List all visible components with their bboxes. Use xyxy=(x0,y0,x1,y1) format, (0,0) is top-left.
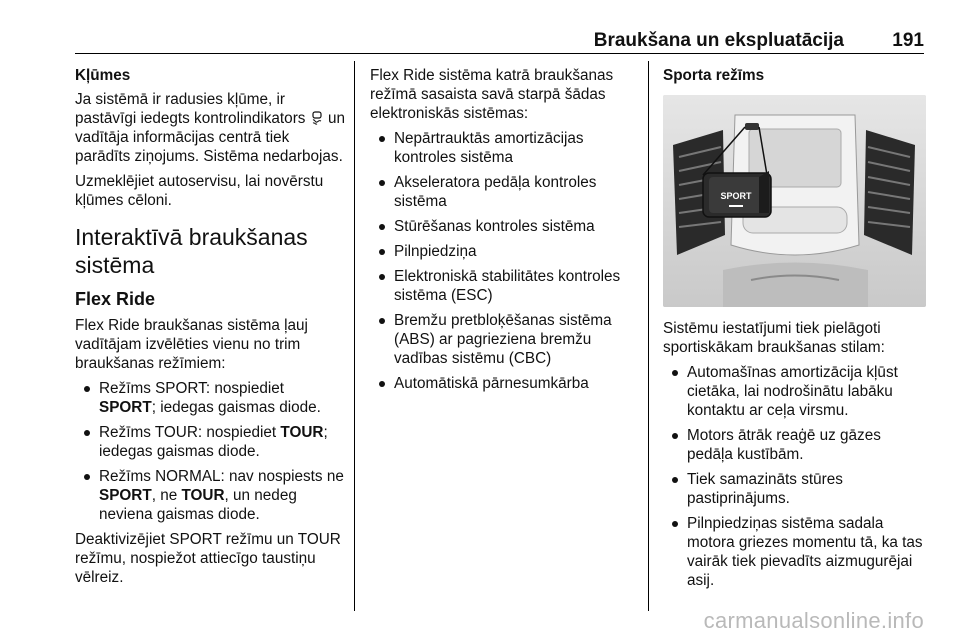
list-item-text: Pilnpiedziņas sistēma sadala motora griezes momentu tā, ka tas vairāk tiek pievadīts aizmugurējai asij. xyxy=(687,515,923,589)
mode-key: SPORT xyxy=(99,399,152,416)
list-item xyxy=(663,363,928,420)
sport-intro-paragraph: Sistēmu iestatījumi tiek pielāgoti sportiskākam braukšanas stilam: xyxy=(663,320,885,356)
flex-intro-paragraph: Flex Ride braukšanas sistēma ļauj vadītājam izvēlēties vienu no trim braukšanas režīmiem: xyxy=(75,317,308,372)
column-middle xyxy=(370,66,638,399)
systems-intro-paragraph: Flex Ride sistēma katrā braukšanas režīmā sasaista savā starpā šādas elektroniskās sistēmas: xyxy=(370,67,614,122)
bullet-icon xyxy=(84,430,90,436)
sport-button-illustration xyxy=(663,95,926,307)
list-item-text: Elektroniskā stabilitātes kontroles sistēma (ESC) xyxy=(394,268,621,304)
bullet-icon xyxy=(379,274,385,280)
list-item xyxy=(75,423,345,461)
bullet-icon xyxy=(379,224,385,230)
faults-text-a: Ja sistēmā ir radusies kļūme, ir pastāvīgi iedegts kontrolindikators xyxy=(75,91,306,127)
column-divider xyxy=(648,61,649,611)
bullet-icon xyxy=(672,521,678,527)
list-item-text: Akseleratora pedāļa kontroles sistēma xyxy=(394,174,597,210)
page-number: 191 xyxy=(892,30,924,51)
mode-text: Režīms TOUR: nospiediet xyxy=(99,424,281,441)
header-title: Braukšana un ekspluatācija xyxy=(593,30,844,51)
header-rule xyxy=(75,53,924,54)
list-item-text: Stūrēšanas kontroles sistēma xyxy=(394,218,595,235)
bullet-icon xyxy=(672,370,678,376)
list-item xyxy=(370,311,638,368)
mode-key: TOUR xyxy=(280,424,324,441)
list-item-text: Nepārtrauktās amortizācijas kontroles sistēma xyxy=(394,130,584,166)
mode-key: TOUR xyxy=(181,487,225,504)
mode-key: SPORT xyxy=(99,487,152,504)
list-item xyxy=(370,217,638,236)
bullet-icon xyxy=(84,474,90,480)
page-header xyxy=(75,30,924,52)
list-item-text: Automātiskā pārnesumkārba xyxy=(394,375,589,392)
list-item xyxy=(663,470,928,508)
bullet-icon xyxy=(379,381,385,387)
column-divider xyxy=(354,61,355,611)
list-item xyxy=(370,374,638,393)
watermark: carmanualsonline.info xyxy=(703,608,924,633)
faults-paragraph xyxy=(75,90,345,166)
column-left xyxy=(75,66,345,593)
systems-list xyxy=(370,129,638,393)
list-item-text: Tiek samazināts stūres pastiprinājums. xyxy=(687,471,843,507)
faults-text-b: un vadītāja informācijas centrā tiek parādīts ziņojums. Sistēma nedarbojas. xyxy=(75,110,345,165)
deactivate-paragraph: Deaktivizējiet SPORT režīmu un TOUR režīmu, nospiežot attiecīgo taustiņu vēlreiz. xyxy=(75,531,341,586)
flex-ride-heading: Flex Ride xyxy=(75,289,156,309)
section-title: Interaktīvā braukšanas sistēma xyxy=(75,224,308,278)
sport-list xyxy=(663,363,928,590)
list-item-text: Automašīnas amortizācija kļūst cietāka, lai nodrošinātu labāku kontaktu ar ceļa virsmu. xyxy=(687,364,898,419)
bullet-icon xyxy=(672,477,678,483)
list-item xyxy=(370,173,638,211)
bullet-icon xyxy=(84,386,90,392)
mode-list xyxy=(75,379,345,524)
bullet-icon xyxy=(379,136,385,142)
car-skid-indicator-icon xyxy=(310,111,324,125)
list-item xyxy=(370,267,638,305)
list-item-text: Pilnpiedziņa xyxy=(394,243,477,260)
faults-service-paragraph: Uzmeklējiet autoservisu, lai novērstu kļūmes cēloni. xyxy=(75,173,324,209)
mode-text: , ne xyxy=(151,487,182,504)
list-item xyxy=(663,514,928,590)
mode-text: Režīms NORMAL: nav nospiests ne xyxy=(99,468,344,485)
sport-button-label: SPORT xyxy=(720,191,752,201)
bullet-icon xyxy=(379,249,385,255)
sport-mode-heading: Sporta režīms xyxy=(663,67,765,84)
list-item-text: Motors ātrāk reaģē uz gāzes pedāļa kustībām. xyxy=(687,427,881,463)
list-item xyxy=(663,426,928,464)
column-right xyxy=(663,66,928,596)
faults-heading: Kļūmes xyxy=(75,67,131,84)
mode-text: Režīms SPORT: nospiediet xyxy=(99,380,285,397)
bullet-icon xyxy=(672,433,678,439)
mode-text: ; iedegas gaismas diode. xyxy=(99,424,328,460)
mode-text: , un nedeg neviena gaismas diode. xyxy=(99,487,297,523)
bullet-icon xyxy=(379,318,385,324)
list-item xyxy=(370,242,638,261)
mode-text: ; iedegas gaismas diode. xyxy=(151,399,321,416)
list-item xyxy=(75,467,345,524)
list-item xyxy=(75,379,345,417)
bullet-icon xyxy=(379,180,385,186)
list-item xyxy=(370,129,638,167)
list-item-text: Bremžu pretbloķēšanas sistēma (ABS) ar pagrieziena bremžu vadības sistēmu (CBC) xyxy=(394,312,612,367)
